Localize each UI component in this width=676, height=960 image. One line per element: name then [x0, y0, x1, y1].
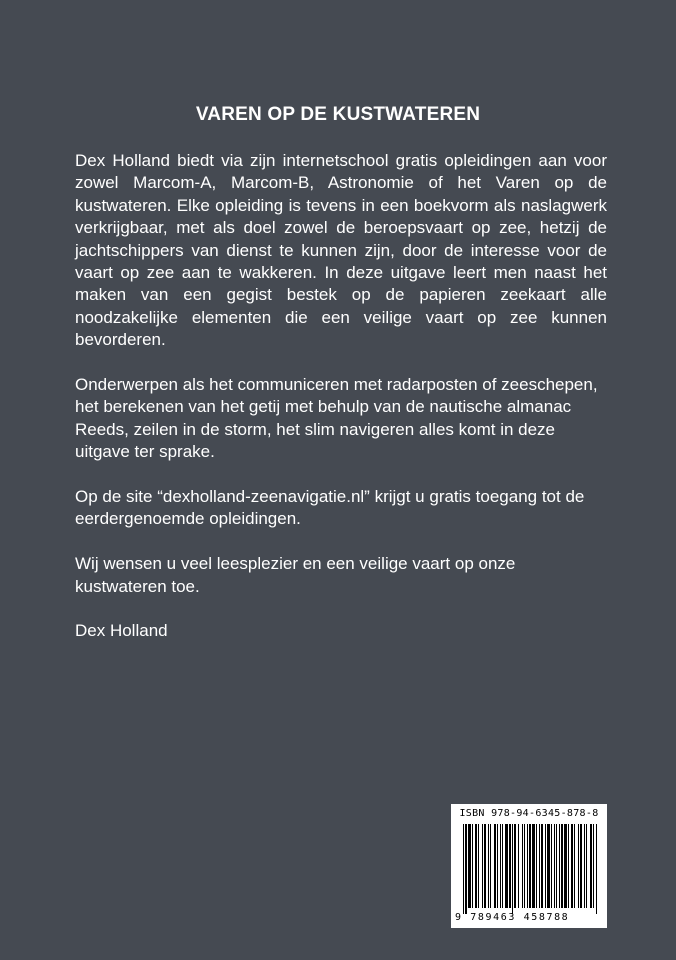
barcode-bar	[584, 824, 585, 908]
cover-title: VAREN OP DE KUSTWATEREN	[195, 104, 481, 125]
paragraph-wishes: Wij wensen u veel leesplezier en een veilige vaart op onze kustwateren toe.	[75, 554, 516, 596]
barcode-bar	[512, 824, 513, 914]
barcode-bar	[551, 824, 552, 908]
barcode-bar	[472, 824, 473, 908]
barcode-bar	[494, 824, 496, 908]
barcode-bar	[529, 824, 531, 908]
barcode-bar	[556, 824, 557, 908]
barcode-bar	[539, 824, 540, 908]
barcode-bar	[497, 824, 498, 908]
barcode-bar	[545, 824, 546, 908]
barcode-bar	[536, 824, 537, 908]
paragraph-topics: Onderwerpen als het communiceren met radarposten of zeeschepen, het berekenen van het getij met behulp van de nautische almanac Reeds, zeilen in de storm, het slim navigeren alles komt in deze uitgave ter sprake.	[75, 375, 598, 462]
barcode-bar	[559, 824, 560, 908]
barcode-bar	[463, 824, 464, 914]
barcode-bar	[468, 824, 471, 908]
barcode-bar	[509, 824, 511, 908]
barcode-bar	[490, 824, 491, 908]
barcode-bar	[541, 824, 543, 908]
isbn-barcode	[451, 804, 607, 928]
barcode-bar	[532, 824, 535, 908]
barcode-bar	[578, 824, 579, 908]
barcode-bar	[500, 824, 501, 908]
isbn-label: ISBN 978-94-6345-878-8	[459, 808, 599, 819]
barcode-bar	[475, 824, 477, 908]
paragraph-intro: Dex Holland biedt via zijn internetschool gratis opleidingen aan voor zowel Marcom-A, Marcom-B, Astronomie of het Varen op de kustwateren. Elke opleiding is tevens in een boekvorm als naslagwerk verkrijgbaar, met als doel zowel de beroepsvaart op zee, hetzij de jachtschippers van dienst te kunnen zijn, door de interesse voor de vaart op zee aan te wakkeren. In deze uitgave leert men naast het maken van een gegist bestek op de papieren zeekaart alle noodzakelijke elementen die een veilige vaart op zee kunnen bevorderen.	[75, 151, 607, 350]
barcode-bar	[478, 824, 479, 908]
barcode-bar	[547, 824, 550, 908]
barcode-bar	[484, 824, 486, 908]
barcode-bar	[590, 824, 592, 908]
barcode-bar	[505, 824, 508, 908]
barcode-bar	[514, 824, 516, 908]
barcode-bar	[518, 824, 519, 908]
barcode-bar	[564, 824, 567, 908]
paragraph-website: Op de site “dexholland-zeenavigatie.nl” krijgt u gratis toegang tot de eerdergenoemde opleidingen.	[75, 487, 585, 529]
barcode-bar	[554, 824, 555, 908]
barcode-bar	[580, 824, 582, 908]
blurb-text	[75, 150, 607, 665]
barcode-bar	[465, 824, 467, 914]
barcode-bar	[524, 824, 525, 908]
barcode-bar	[482, 824, 483, 908]
barcode-bar	[561, 824, 563, 908]
barcode-bar	[527, 824, 528, 908]
barcode-bar	[593, 824, 594, 908]
barcode-bar	[571, 824, 573, 908]
barcode-bar	[488, 824, 489, 908]
barcode-bars	[451, 804, 607, 928]
barcode-digits: 9 789463 458788	[455, 912, 570, 923]
barcode-bar	[574, 824, 575, 908]
barcode-bar	[586, 824, 587, 908]
barcode-bar	[596, 824, 597, 914]
barcode-bar	[522, 824, 523, 908]
barcode-bar	[568, 824, 569, 908]
barcode-bar	[502, 824, 503, 908]
author-signature: Dex Holland	[75, 621, 168, 641]
